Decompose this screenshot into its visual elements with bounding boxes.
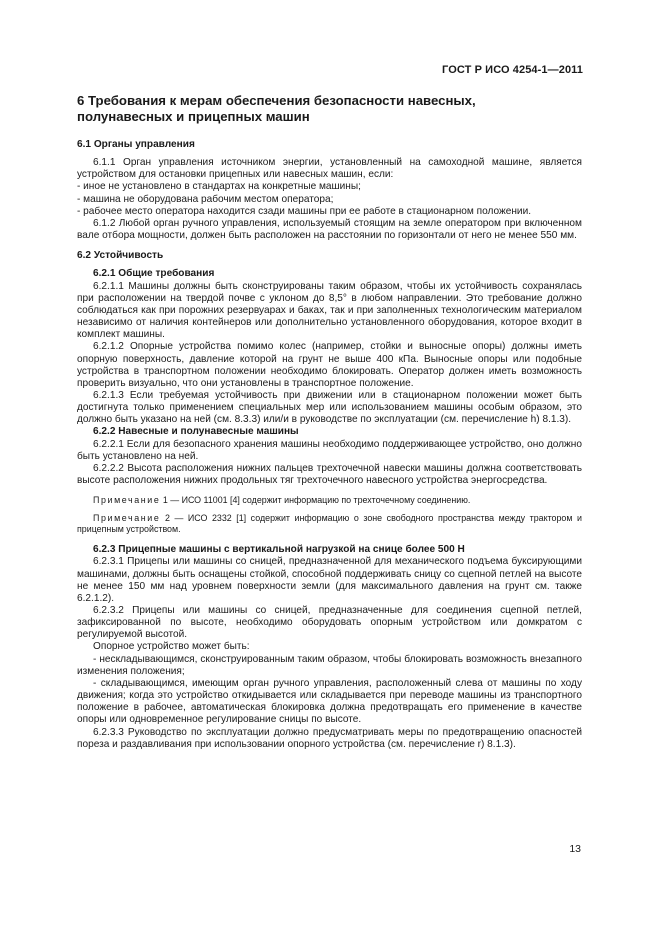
para-support-types: Опорное устройство может быть: xyxy=(93,641,250,653)
note-label: Примечание xyxy=(93,513,161,524)
list-item: - иное не установлено в стандартах на конкретные машины; xyxy=(77,181,361,193)
para-6-2-3-2: 6.2.3.2 Прицепы или машины со сницей, предназначенные для соединения сцепной петлей, зафиксированной по высоте, необходимо оборудовать опорным устройством или домкратом с регулируемой высотой. xyxy=(77,605,582,641)
para-6-2-3-3: 6.2.3.3 Руководство по эксплуатации должно предусматривать меры по предотвращению опасностей пореза и раздавливания при использовании опорного устройства (см. перечисление r) 8.1.3). xyxy=(77,726,582,750)
para-6-2-3-1: 6.2.3.1 Прицепы или машины со сницей, предназначенной для механического подъема буксирующими машинами, должны быть оснащены стойкой, способной поддерживать сницу со сцепной петлей на высоте не менее 150 мм над уровнем поверхности земли (для максимального давления на грунт см. также 6.2.1.2). xyxy=(77,556,582,604)
para-6-2-2-2: 6.2.2.2 Высота расположения нижних пальцев трехточечной навески машины должна соответствовать высоте расположения нижних продольных тяг трехточечного навесного устройства энергосредства. xyxy=(77,462,582,487)
para-6-2-1-2: 6.2.1.2 Опорные устройства помимо колес (например, стойки и выносные опоры) должны иметь опорную поверхность, давление которой на грунт не выше 400 кПа. Выносные опоры или подобные устройства в транспортном положении необходимо блокировать. Оператор должен иметь возможность проверить визуально, что они установлены в транспортное положение. xyxy=(77,341,582,389)
page-number: 13 xyxy=(569,843,581,855)
para-6-2-2-1: 6.2.2.1 Если для безопасного хранения машины необходимо поддерживающее устройство, оно должно быть установлено на ней. xyxy=(77,438,582,462)
heading-6-2-1: 6.2.1 Общие требования xyxy=(93,268,215,280)
section-title xyxy=(77,93,582,125)
page-content xyxy=(77,93,582,751)
section-title-line1: 6 Требования к мерам обеспечения безопасности навесных, xyxy=(77,93,476,108)
list-item: - рабочее место оператора находится сзади машины при ее работе в стационарном положении. xyxy=(77,205,532,217)
standard-header: ГОСТ Р ИСО 4254-1—2011 xyxy=(442,64,583,76)
heading-6-1: 6.1 Органы управления xyxy=(77,139,195,150)
note-text: 1 — ИСО 11001 [4] содержит информацию по трехточечному соединению. xyxy=(160,495,471,506)
para-6-1-1: 6.1.1 Орган управления источником энергии, установленный на самоходной машине, является устройством для остановки прицепных или навесных машин, если: xyxy=(77,157,582,181)
heading-6-2: 6.2 Устойчивость xyxy=(77,250,164,262)
list-item: - нескладывающимся, сконструированным таким образом, чтобы блокировать возможность внезапного изменения положения; xyxy=(77,653,582,677)
para-6-2-1-3: 6.2.1.3 Если требуемая устойчивость при движении или в стационарном положении может быть достигнута только применением специальных мер или использованием машины особым образом, это должно быть указано на ней (см. 8.3.3) или/и в руководстве по эксплуатации (см. перечисление h) 8.1.3). xyxy=(77,389,582,426)
list-item: - машина не оборудована рабочим местом оператора; xyxy=(77,193,334,205)
para-6-1-2: 6.1.2 Любой орган ручного управления, используемый стоящим на земле оператором при включенном вале отбора мощности, должен быть расположен на расстоянии по горизонтали от него не менее 550 мм. xyxy=(77,217,582,242)
heading-6-2-3: 6.2.3 Прицепные машины с вертикальной нагрузкой на снице более 500 Н xyxy=(93,544,465,556)
heading-6-2-2: 6.2.2 Навесные и полунавесные машины xyxy=(93,426,299,438)
list-item: - складывающимся, имеющим орган ручного управления, расположенный слева от машины по ходу движения; когда это устройство откидывается или складывается при переводе машины из транспортного положение в рабочее, автоматическая блокировка должна предотвращать его применение в качестве опоры или одновременное регулирование сницы по высоте. xyxy=(77,677,582,726)
note-text: 2 — ИСО 2332 [1] содержит информацию о зоне свободного пространства между трактором и прицепным устройством. xyxy=(77,513,582,535)
note-1 xyxy=(77,495,582,506)
section-title-line2: полунавесных и прицепных машин xyxy=(77,109,310,124)
note-2 xyxy=(77,513,582,535)
para-6-2-1-1: 6.2.1.1 Машины должны быть сконструированы таким образом, чтобы их устойчивость сохранялась при расположении на твердой почве с уклоном до 8,5° в любом направлении. Это требование должно соблюдаться как при порожних резервуарах и баках, так и при заполненных технологическим материалом независимо от наличия контейнеров или дополнительно установленного оборудования, которое входит в комплект машины. xyxy=(77,280,582,341)
note-label: Примечание xyxy=(93,495,161,506)
